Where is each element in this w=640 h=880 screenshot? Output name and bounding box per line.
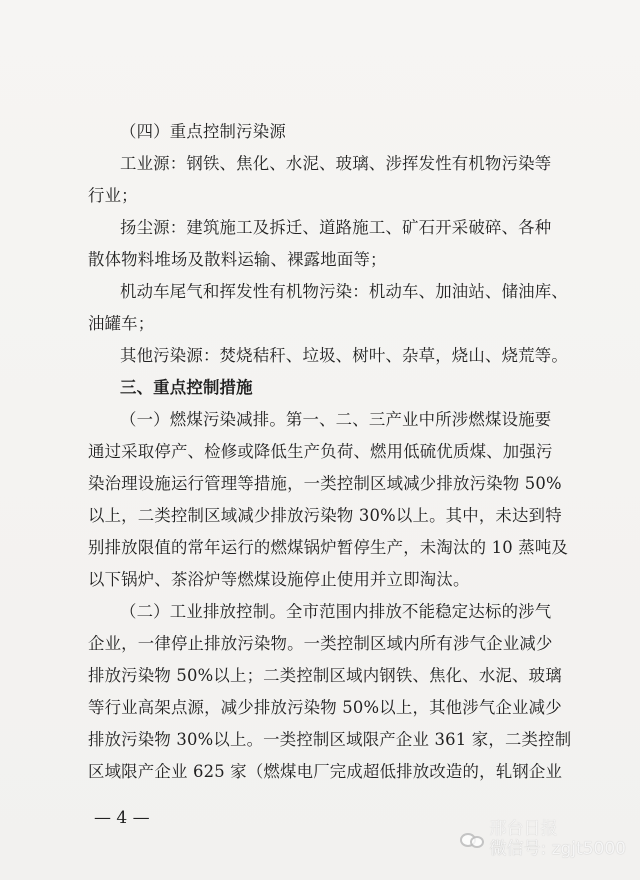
paragraph-line: 染治理设施运行管理等措施，一类控制区域减少排放污染物 50% bbox=[88, 474, 562, 493]
paragraph-line: 别排放限值的常年运行的燃煤锅炉暂停生产，未淘汰的 10 蒸吨及 bbox=[88, 538, 569, 557]
watermark-bottom-text: 微信号: zgjt5000 bbox=[489, 839, 626, 859]
wechat-icon bbox=[460, 830, 482, 848]
page-number: — 4 — bbox=[94, 808, 150, 828]
wechat-watermark bbox=[460, 820, 627, 858]
paragraph-line: 散体物料堆场及散料运输、裸露地面等； bbox=[88, 250, 387, 269]
paragraph-line: 行业； bbox=[88, 186, 138, 205]
paragraph-line: 区域限产企业 625 家（燃煤电厂完成超低排放改造的，轧钢企业 bbox=[88, 762, 563, 781]
section-heading-three: 三、重点控制措施 bbox=[120, 378, 253, 397]
paragraph-line: 扬尘源：建筑施工及拆迁、道路施工、矿石开采破碎、各种 bbox=[120, 218, 552, 237]
watermark-top-text: 邢台日报 bbox=[489, 819, 558, 839]
paragraph-line: 机动车尾气和挥发性有机物污染：机动车、加油站、储油库、 bbox=[120, 282, 568, 301]
paragraph-line: 油罐车； bbox=[88, 314, 155, 333]
paragraph-line: 工业源：钢铁、焦化、水泥、玻璃、涉挥发性有机物污染等 bbox=[120, 154, 552, 173]
paragraph-line: 以上，二类控制区域减少排放污染物 30%以上。其中，未达到特 bbox=[88, 506, 562, 525]
paragraph-line: （一）燃煤污染减排。第一、二、三产业中所涉燃煤设施要 bbox=[120, 410, 552, 429]
watermark-text-group bbox=[490, 820, 627, 858]
paragraph-line: 以下锅炉、茶浴炉等燃煤设施停止使用并立即淘汰。 bbox=[88, 570, 470, 589]
paragraph-line: 等行业高架点源，减少排放污染物 50%以上，其他涉气企业减少 bbox=[88, 698, 562, 717]
paragraph-line: 其他污染源：焚烧秸秆、垃圾、树叶、杂草，烧山、烧荒等。 bbox=[120, 346, 568, 365]
paragraph-line: 排放污染物 50%以上；二类控制区域内钢铁、焦化、水泥、玻璃 bbox=[88, 666, 562, 685]
section-heading-four: （四）重点控制污染源 bbox=[120, 122, 286, 141]
paragraph-line: 企业，一律停止排放污染物。一类控制区域内所有涉气企业减少 bbox=[88, 634, 553, 653]
paragraph-line: （二）工业排放控制。全市范围内排放不能稳定达标的涉气 bbox=[120, 602, 552, 621]
paragraph-line: 通过采取停产、检修或降低生产负荷、燃用低硫优质煤、加强污 bbox=[88, 442, 553, 461]
paragraph-line: 排放污染物 30%以上。一类控制区域限产企业 361 家，二类控制 bbox=[88, 730, 572, 749]
